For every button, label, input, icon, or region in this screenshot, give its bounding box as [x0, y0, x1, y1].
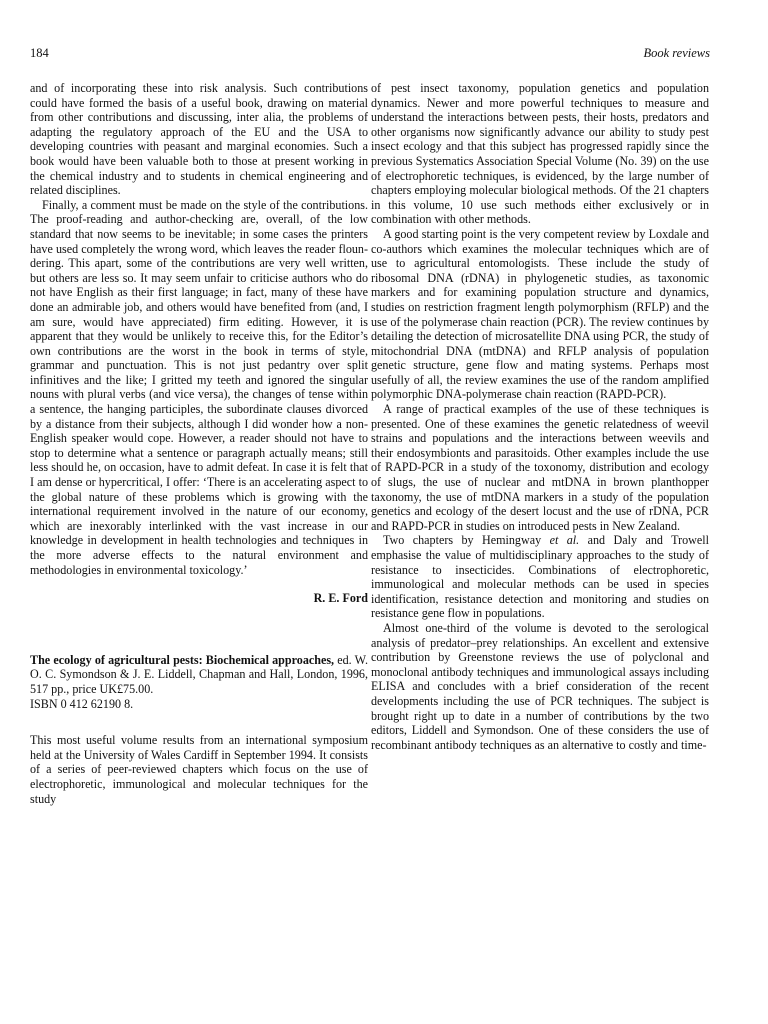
- reviewer-signature: R. E. Ford: [313, 591, 368, 606]
- paragraph: Finally, a comment must be made on the style of the contributions. The proof-reading and author-checking are, overall, of the low standard that now seems to be inevitable; in some cases the printers have used completely the wrong word, which leaves the reader floundering. This apart, some of the contributions are very well written, but others are less so. It may seem unfair to criticise authors who do not have English as their first language; in fact, many of these have done an admirable job, and others would have benefited from (and, I am sure, would have appreciated) firm editing. However, it is apparent that they would be unlikely to receive this, for the Editor’s own contributions are the worst in the book in terms of style, grammar and punctuation. This is not just pedantry over split infinitives and the like; I gritted my teeth and ignored the singular nouns with plural verbs (and vice versa), the changes of tense within a sentence, the hanging participles, the subordinate clauses divorced by a distance from their subjects, although I did wonder how a non-English speaker would cope. However, a reader should not have to stop to determine what a sentence or paragraph actually means; still less should he, on occasion, have to admit defeat. In case it is felt that I am dense or hypercritical, I offer: ‘There is an accelerating aspect to the global nature of these problems which is growing with the international requirement involved in the nature of our economy, which are inexorably interlinked with the vast increase in our knowledge in development in health technologies and techniques in the more adverse effects to the natural environment and methodologies in environmental toxicology.’: [30, 197, 368, 577]
- paragraph: of pest insect taxonomy, population genetics and population dynamics. Newer and more powerful techniques to measure and understand the interactions between pests, their hosts, predators and other organisms now significantly advance our ability to study pest insect ecology and that this subject has progressed rapidly since the previous Systematics Association Special Volume (No. 39) on the use of electrophoretic techniques, is evidenced, by the large number of chapters employing molecular biological methods. Of the 21 chapters in this volume, 10 use such methods either exclusively or in combination with other methods.: [371, 81, 709, 227]
- emphasis: et al.: [549, 533, 580, 548]
- paragraph: and of incorporating these into risk analysis. Such contributions could have formed the basis of a useful book, drawing on material from other contributions and discussing, inter alia, the problems of adapting the regulatory approach of the EU and the USA to developing countries with peasant and marginal economies. Such a book would have been valuable both to those at present working in the chemical industry and to students in chemical engineering and related disciplines.: [30, 81, 368, 198]
- book-details: ed. W. O. C. Symondson & J. E. Liddell, Chapman and Hall, London, 1996, 517 pp., price UK£75.00.: [30, 652, 368, 696]
- book-citation: [30, 653, 368, 697]
- book-title: The ecology of agricultural pests: Biochemical approaches,: [30, 652, 335, 667]
- left-column: [30, 81, 368, 806]
- right-column: [371, 81, 709, 752]
- text-run: Two chapters by Hemingway: [383, 533, 550, 548]
- paragraph: This most useful volume results from an international symposium held at the University of Wales Cardiff in September 1994. It consists of a series of peer-reviewed chapters which focus on the use of electrophoretic, immunological and molecular techniques for the study: [30, 733, 368, 806]
- paragraph: Almost one-third of the volume is devoted to the serological analysis of predator–prey relationships. An excellent and extensive contribution by Greenstone reviews the use of polyclonal and monoclonal antibody techniques and immunological assays including ELISA and concludes with a brief consideration of the recent developments including the use of PCR techniques. The subject is brought right up to date in a number of contributions by the two editors, Liddell and Symondson. One of these considers the use of recombinant antibody techniques as an alternative to costly and time-: [371, 620, 709, 752]
- paragraph: A good starting point is the very competent review by Loxdale and co-authors which examines the molecular techniques which are of use to agricultural entomologists. These include the study of ribosomal DNA (rDNA) in phylogenetic studies, as taxonomic markers and for examining population structure and dynamics, studies on restriction fragment length polymorphism (RFLP) and the use of the polymerase chain reaction (PCR). The review continues by detailing the detection of microsatellite DNA using PCR, the study of mitochondrial DNA (mtDNA) and RFLP analysis of population genetic structure, gene flow and mating systems. Perhaps most usefully of all, the review examines the use of the random amplified polymorphic DNA-polymerase chain reaction (RAPD-PCR).: [371, 226, 709, 402]
- isbn: ISBN 0 412 62190 8.: [30, 696, 134, 711]
- text-run: and Daly and Trowell emphasise the value of multidisciplinary approaches to the study of resistance to insecticides. Combinations of electrophoretic, immunological and molecular methods can be used in species identification, resistance detection and monitoring and studies on resistance gene flow in populations.: [371, 533, 710, 621]
- paragraph: A range of practical examples of the use of these techniques is presented. One of these examines the genetic relatedness of weevil strains and populations and the interactions between weevils and their endosymbionts and parasitoids. Other examples include the use of RAPD-PCR in a study of the toxonomy, distribution and ecology of slugs, the use of nuclear and mtDNA in brown planthopper taxonomy, the use of mtDNA markers in a study of the population genetics and ecology of the desert locust and the use of rDNA, PCR and RAPD-PCR in studies on introduced pests in New Zealand.: [371, 402, 709, 533]
- page-header: [30, 46, 710, 64]
- paragraph: [371, 533, 709, 621]
- running-head: Book reviews: [643, 46, 710, 60]
- page-number: 184: [30, 46, 49, 60]
